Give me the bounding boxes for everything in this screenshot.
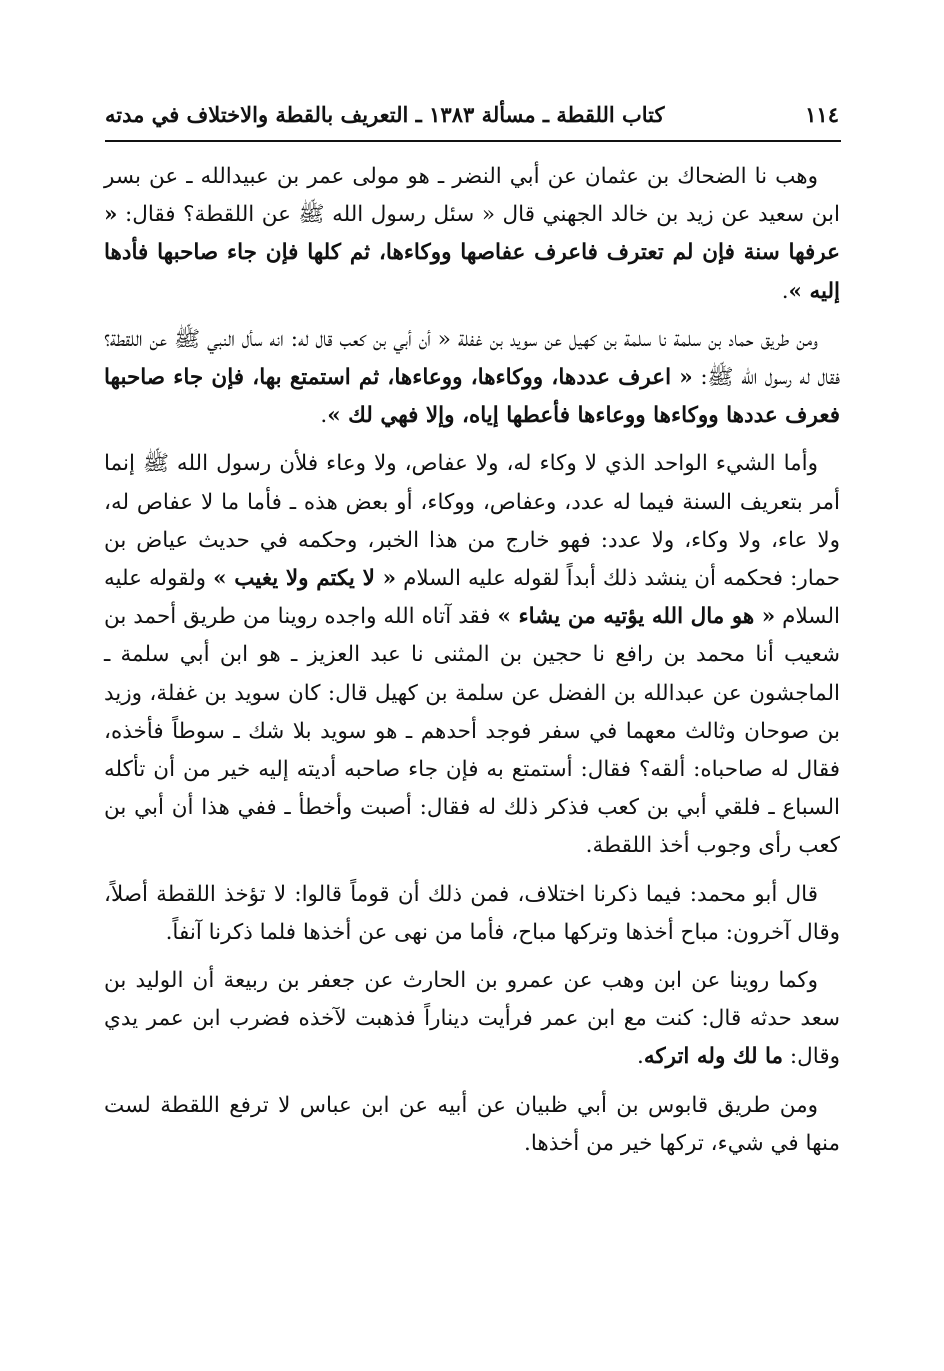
paragraph-text: فقد آتاه الله واجده روينا من طريق أحمد بن شعيب أنا محمد بن رافع نا حجين بن المثنى نا عبد العزيز ـ هو ابن أبي سلمة ـ الماجشون عن عبدالله بن الفضل عن سلمة بن كهيل قال: كان سويد بن غفلة، وزيد بن صوحان وثالث معهما في سفر فوجد أحدهم ـ هو سويد بلا شك ـ سوطاً فأخذه، فقال له صاحباه: ألقه؟ فقال: أستمتع به فإن جاء صاحبه أديته إليه خير من أن تأكله السباع ـ فلقي أبي بن كعب فذكر ذلك له فقال: أصبت وأخطأ ـ ففي هذا أن أبي بن كعب رأى وجوب أخذ اللقطة. — [104, 604, 840, 859]
paragraph-2 — [104, 321, 840, 436]
hadith-quote: « عرفها سنة فإن لم تعترف فاعرف عفاصها ووكاءها، ثم كلها فإن جاء صاحبها فأدها إليه » — [104, 202, 840, 304]
paragraph-text: ولقوله عليه السلام — [104, 566, 840, 630]
hadith-quote: « اعرف عددها، ووكاءها، ووعاءها، ثم استمتع بها، فإن جاء صاحبها فعرف عددها ووكاءها ووعاءها فأعطها إياه، وإلا فهي لك » — [104, 365, 840, 429]
paragraph-text: ومن طريق حماد بن سلمة نا سلمة بن كهيل عن سويد بن غفلة « أن أبي بن كعب قال له: انه سأل النبي ﷺ عن اللقطة؟ فقال له رسول الله ﷺ: — [104, 326, 840, 391]
page-header — [105, 96, 839, 132]
page-number: ١١٤ — [805, 101, 839, 127]
paragraph-text: وهب نا الضحاك بن عثمان عن أبي النضر ـ هو مولى عمر بن عبيدالله ـ عن بسر ابن سعيد عن زيد بن خالد الجهني قال « سئل رسول الله ﷺ عن اللقطة؟ فقال: — [104, 164, 840, 228]
paragraph-text: قال أبو محمد: فيما ذكرنا اختلاف، فمن ذلك أن قوماً قالوا: لا تؤخذ اللقطة أصلاً، وقال آخرون: مباح أخذها وتركها مباح، فأما من نهى عن أخذها فلما ذكرنا آنفاً. — [104, 881, 840, 945]
paragraph-end: . — [320, 403, 328, 429]
hadith-quote: « هو مال الله يؤتيه من يشاء » — [497, 604, 776, 630]
paragraph-3 — [104, 445, 840, 865]
paragraph-text: وأما الشيء الواحد الذي لا وكاء له، ولا عفاص، ولا وعاء فلأن رسول الله ﷺ إنما أمر بتعريف السنة فيما له عدد، وعفاص، ووكاء، أو بعض هذه ـ فأما ما لا عفاص له، ولا عاء، ولا وكاء، ولا عدد: فهو خارج من هذا الخبر، وحكمه في حديث عياض بن حمار: فحكمه أن ينشد ذلك أبداً لقوله عليه السلام — [104, 451, 840, 592]
running-title: كتاب اللقطة ـ مسألة ١٣٨٣ ـ التعريف بالقطة والاختلاف في مدته — [105, 101, 665, 127]
paragraph-text: وكما روينا عن ابن وهب عن عمرو بن الحارث عن جعفر بن ربيعة أن الوليد بن سعد حدثه قال: كنت مع ابن عمر فرأيت ديناراً فذهبت لآخذه فضرب ابن عمر يدي وقال: — [104, 968, 840, 1070]
quote: ما لك وله اتركه — [643, 1044, 784, 1070]
hadith-quote: « لا يكتم ولا يغيب » — [213, 566, 397, 592]
header-rule — [105, 140, 841, 142]
paragraph-6 — [104, 1087, 840, 1163]
paragraph-end: . — [636, 1044, 644, 1070]
paragraph-4 — [104, 876, 840, 952]
paragraph-5 — [104, 962, 840, 1077]
paragraph-text: ومن طريق قابوس بن أبي ظبيان عن أبيه عن ابن عباس لا ترفع اللقطة لست منها في شيء، تركها خير من أخذها. — [104, 1092, 840, 1156]
paragraph-end: . — [781, 278, 789, 304]
paragraph-1 — [104, 158, 840, 311]
page-body — [104, 158, 840, 1163]
